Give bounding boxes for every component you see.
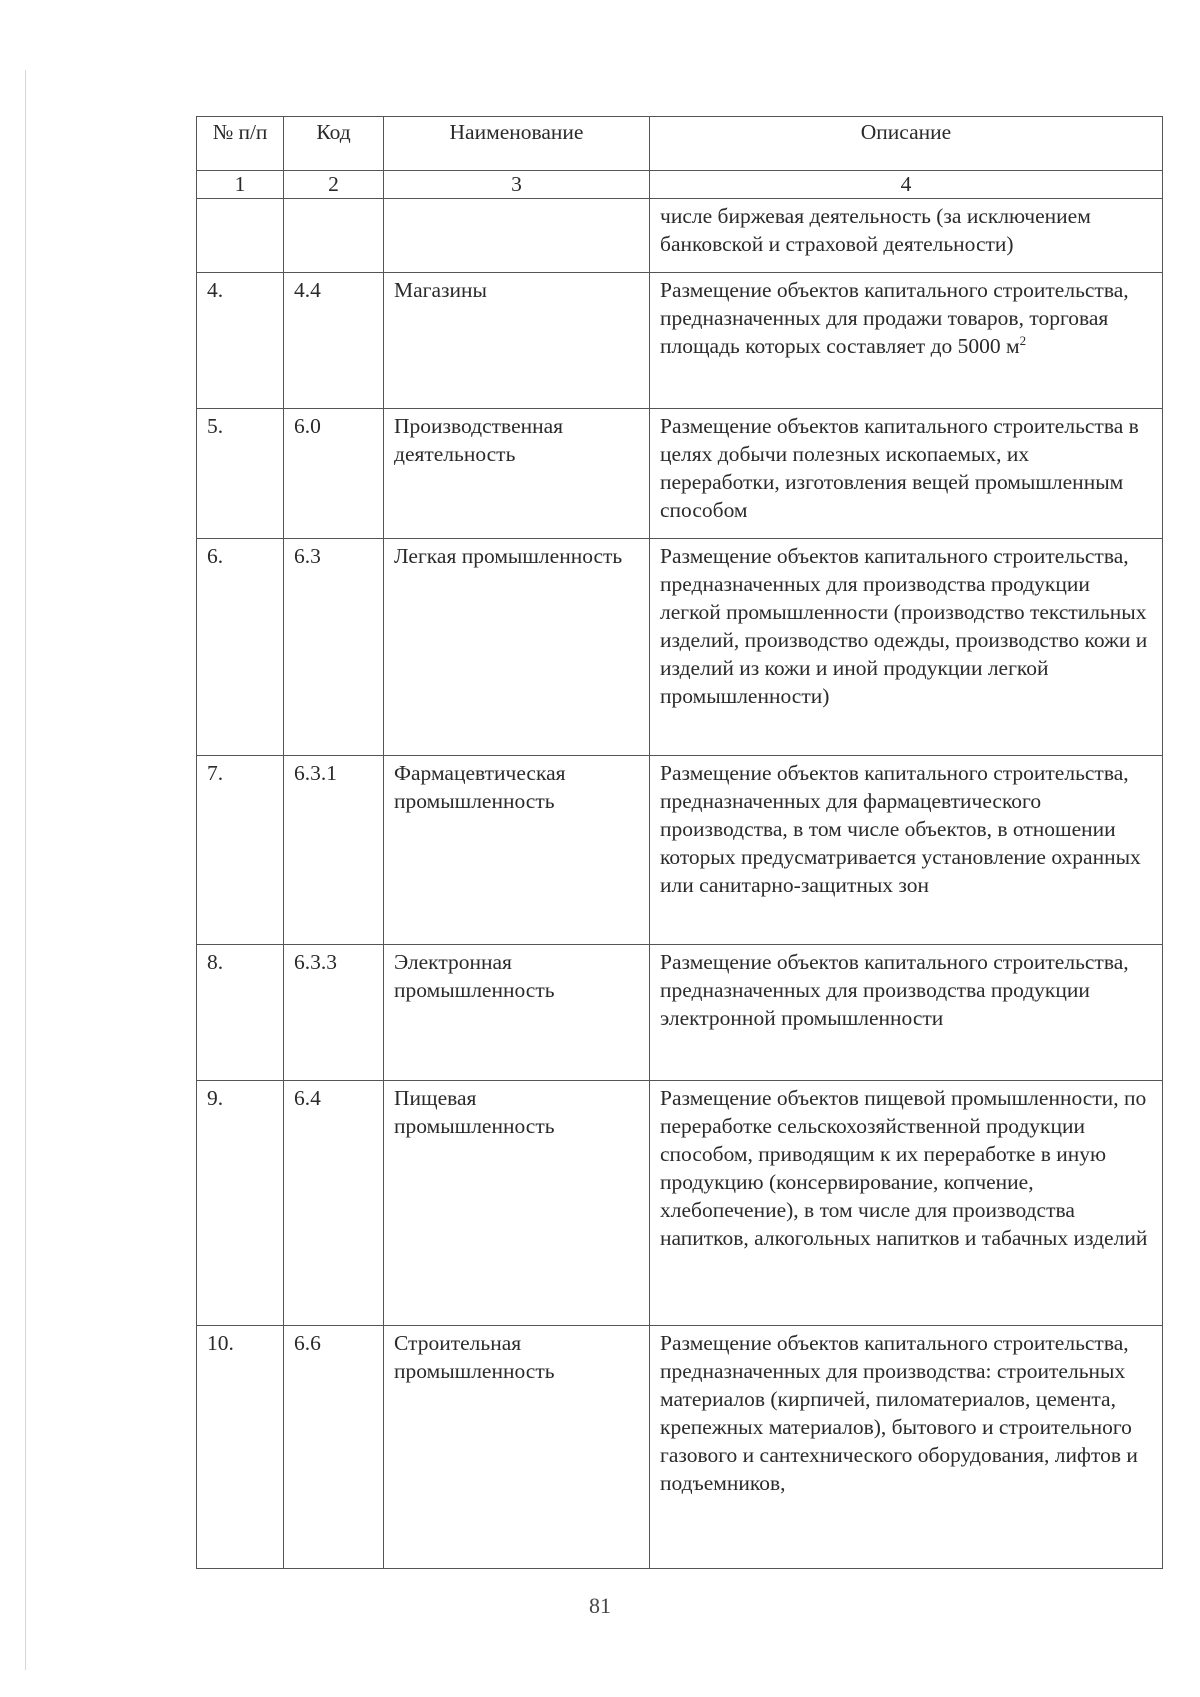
row-number: 10. [197, 1326, 284, 1569]
row-name: Легкая промышленность [384, 539, 650, 756]
row-description-cell [650, 273, 1163, 409]
row-code: 4.4 [284, 273, 384, 409]
land-use-table-container [196, 116, 1162, 1567]
row-description: Размещение объектов пищевой промышленности, по переработке сельскохозяйственной продукции способом, приводящим к их переработке в иную продукцию (консервирование, копчение, хлебопечение), в том числе для производства напитков, алкогольных напитков и табачных изделий [650, 1081, 1163, 1326]
table-row [197, 273, 1163, 409]
row-description: числе биржевая деятельность (за исключением банковской и страховой деятельности) [650, 199, 1163, 273]
row-description: Размещение объектов капитального строительства, предназначенных для производства продукции легкой промышленности (производство текстильных изделий, производство одежды, производство кожи и изделий из кожи и иной продукции легкой промышленности) [650, 539, 1163, 756]
row-code: 6.0 [284, 409, 384, 539]
row-number: 8. [197, 945, 284, 1081]
row-name [384, 199, 650, 273]
column-number: 2 [284, 171, 384, 199]
header-code: Код [284, 117, 384, 171]
row-name: Производственная деятельность [384, 409, 650, 539]
table-row [197, 539, 1163, 756]
header-number: № п/п [197, 117, 284, 171]
table-row [197, 1326, 1163, 1569]
row-code: 6.6 [284, 1326, 384, 1569]
scan-edge-line [25, 70, 26, 1670]
column-number: 3 [384, 171, 650, 199]
row-description: Размещение объектов капитального строительства, предназначенных для производства продукции электронной промышленности [650, 945, 1163, 1081]
table-row [197, 1081, 1163, 1326]
row-number [197, 199, 284, 273]
row-number: 4. [197, 273, 284, 409]
table-row [197, 756, 1163, 945]
table-row [197, 945, 1163, 1081]
row-description: Размещение объектов капитального строительства, предназначенных для фармацевтического производства, в том числе объектов, в отношении которых предусматривается установление охранных или санитарно-защитных зон [650, 756, 1163, 945]
row-name: Строительная промышленность [384, 1326, 650, 1569]
row-code: 6.3 [284, 539, 384, 756]
row-number: 9. [197, 1081, 284, 1326]
header-name: Наименование [384, 117, 650, 171]
column-number-row [197, 171, 1163, 199]
row-description: Размещение объектов капитального строительства, предназначенных для продажи товаров, торговая площадь которых составляет до 5000 м [660, 278, 1129, 358]
row-code: 6.4 [284, 1081, 384, 1326]
header-description: Описание [650, 117, 1163, 171]
row-name: Магазины [384, 273, 650, 409]
column-number: 4 [650, 171, 1163, 199]
table-row [197, 199, 1163, 273]
column-number: 1 [197, 171, 284, 199]
row-code: 6.3.3 [284, 945, 384, 1081]
page-number: 81 [589, 1593, 611, 1618]
row-name: Электронная промышленность [384, 945, 650, 1081]
row-name: Пищевая промышленность [384, 1081, 650, 1326]
table-row [197, 409, 1163, 539]
row-code: 6.3.1 [284, 756, 384, 945]
land-use-table [196, 116, 1163, 1569]
table-header-row [197, 117, 1163, 171]
row-description: Размещение объектов капитального строительства, предназначенных для производства: строительных материалов (кирпичей, пиломатериалов, цемента, крепежных материалов), бытового и строительного газового и сантехнического оборудования, лифтов и подъемников, [650, 1326, 1163, 1569]
row-name: Фармацевтическая промышленность [384, 756, 650, 945]
row-code [284, 199, 384, 273]
row-number: 5. [197, 409, 284, 539]
superscript: 2 [1019, 332, 1027, 348]
row-number: 6. [197, 539, 284, 756]
row-number: 7. [197, 756, 284, 945]
row-description: Размещение объектов капитального строительства в целях добычи полезных ископаемых, их переработки, изготовления вещей промышленным способом [650, 409, 1163, 539]
